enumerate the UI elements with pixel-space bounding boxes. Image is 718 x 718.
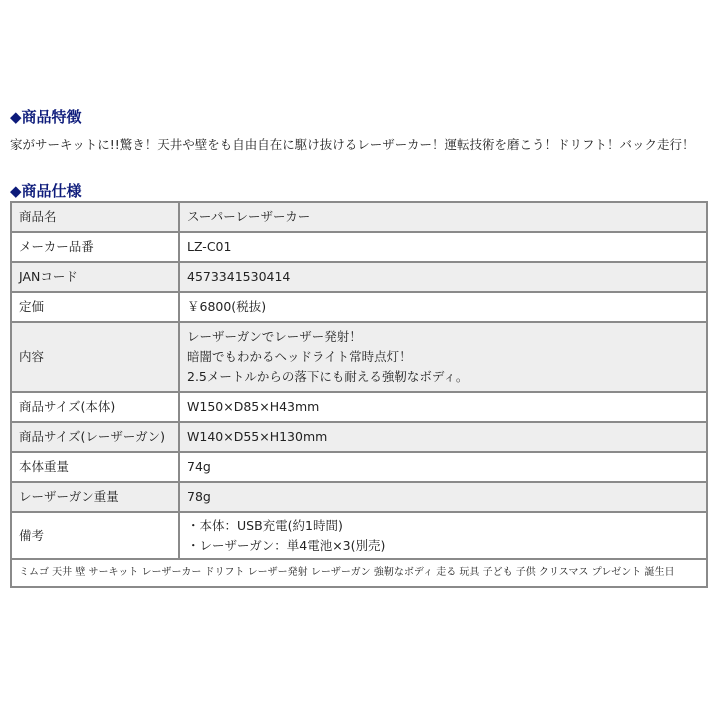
spec-table xyxy=(10,201,708,588)
spec-value xyxy=(179,262,707,292)
features-text: 家がサーキットに!!驚き！天井や壁をも自由自在に駆け抜けるレーザーカー！運転技術を磨こう！ドリフト！バック走行！ xyxy=(10,137,695,152)
spec-value xyxy=(179,512,707,559)
table-row xyxy=(11,322,707,392)
spec-value-line: スーパーレーザーカー xyxy=(187,209,311,224)
spec-value-line: LZ-C01 xyxy=(187,239,232,254)
spec-label: 備考 xyxy=(11,512,179,559)
spec-value xyxy=(179,422,707,452)
spec-value-line: 2.5メートルからの落下にも耐える強靭なボディ。 xyxy=(187,369,469,384)
table-row xyxy=(11,452,707,482)
spec-value xyxy=(179,202,707,232)
spec-value xyxy=(179,482,707,512)
features-heading: ◆商品特徴 xyxy=(10,108,82,126)
spec-value-line: W140×D55×H130mm xyxy=(187,429,328,444)
table-row xyxy=(11,262,707,292)
spec-value-line: 74g xyxy=(187,459,211,474)
spec-label: レーザーガン重量 xyxy=(11,482,179,512)
spec-value xyxy=(179,392,707,422)
table-row xyxy=(11,482,707,512)
spec-label: 定価 xyxy=(11,292,179,322)
spec-label: 商品サイズ(本体) xyxy=(11,392,179,422)
spec-label: 内容 xyxy=(11,322,179,392)
spec-value-line: ・本体：USB充電(約1時間) xyxy=(187,517,343,533)
spec-label: 商品名 xyxy=(11,202,179,232)
keywords-row xyxy=(11,559,707,587)
spec-heading: ◆商品仕様 xyxy=(10,182,82,200)
spec-label: 本体重量 xyxy=(11,452,179,482)
spec-label: JANコード xyxy=(11,262,179,292)
table-row xyxy=(11,202,707,232)
spec-value-line: ￥6800(税抜) xyxy=(187,299,267,314)
table-row xyxy=(11,512,707,559)
spec-label: メーカー品番 xyxy=(11,232,179,262)
spec-value xyxy=(179,322,707,392)
table-row xyxy=(11,232,707,262)
spec-value-line: W150×D85×H43mm xyxy=(187,399,320,414)
spec-value-line: 78g xyxy=(187,489,211,504)
spec-value xyxy=(179,452,707,482)
spec-value-line: 4573341530414 xyxy=(187,269,291,284)
table-row xyxy=(11,292,707,322)
keywords: ミムゴ 天井 壁 サーキット レーザーカー ドリフト レーザー発射 レーザーガン 強靭なボディ 走る 玩具 子ども 子供 クリスマス プレゼント 誕生日 xyxy=(11,559,707,587)
spec-value-line: ・レーザーガン：単4電池×3(別売) xyxy=(187,537,386,553)
table-row xyxy=(11,422,707,452)
spec-value-line: 暗闇でもわかるヘッドライト常時点灯！ xyxy=(187,349,412,364)
table-row xyxy=(11,392,707,422)
spec-label: 商品サイズ(レーザーガン) xyxy=(11,422,179,452)
spec-value-line: レーザーガンでレーザー発射！ xyxy=(187,329,362,344)
spec-value xyxy=(179,292,707,322)
spec-value xyxy=(179,232,707,262)
